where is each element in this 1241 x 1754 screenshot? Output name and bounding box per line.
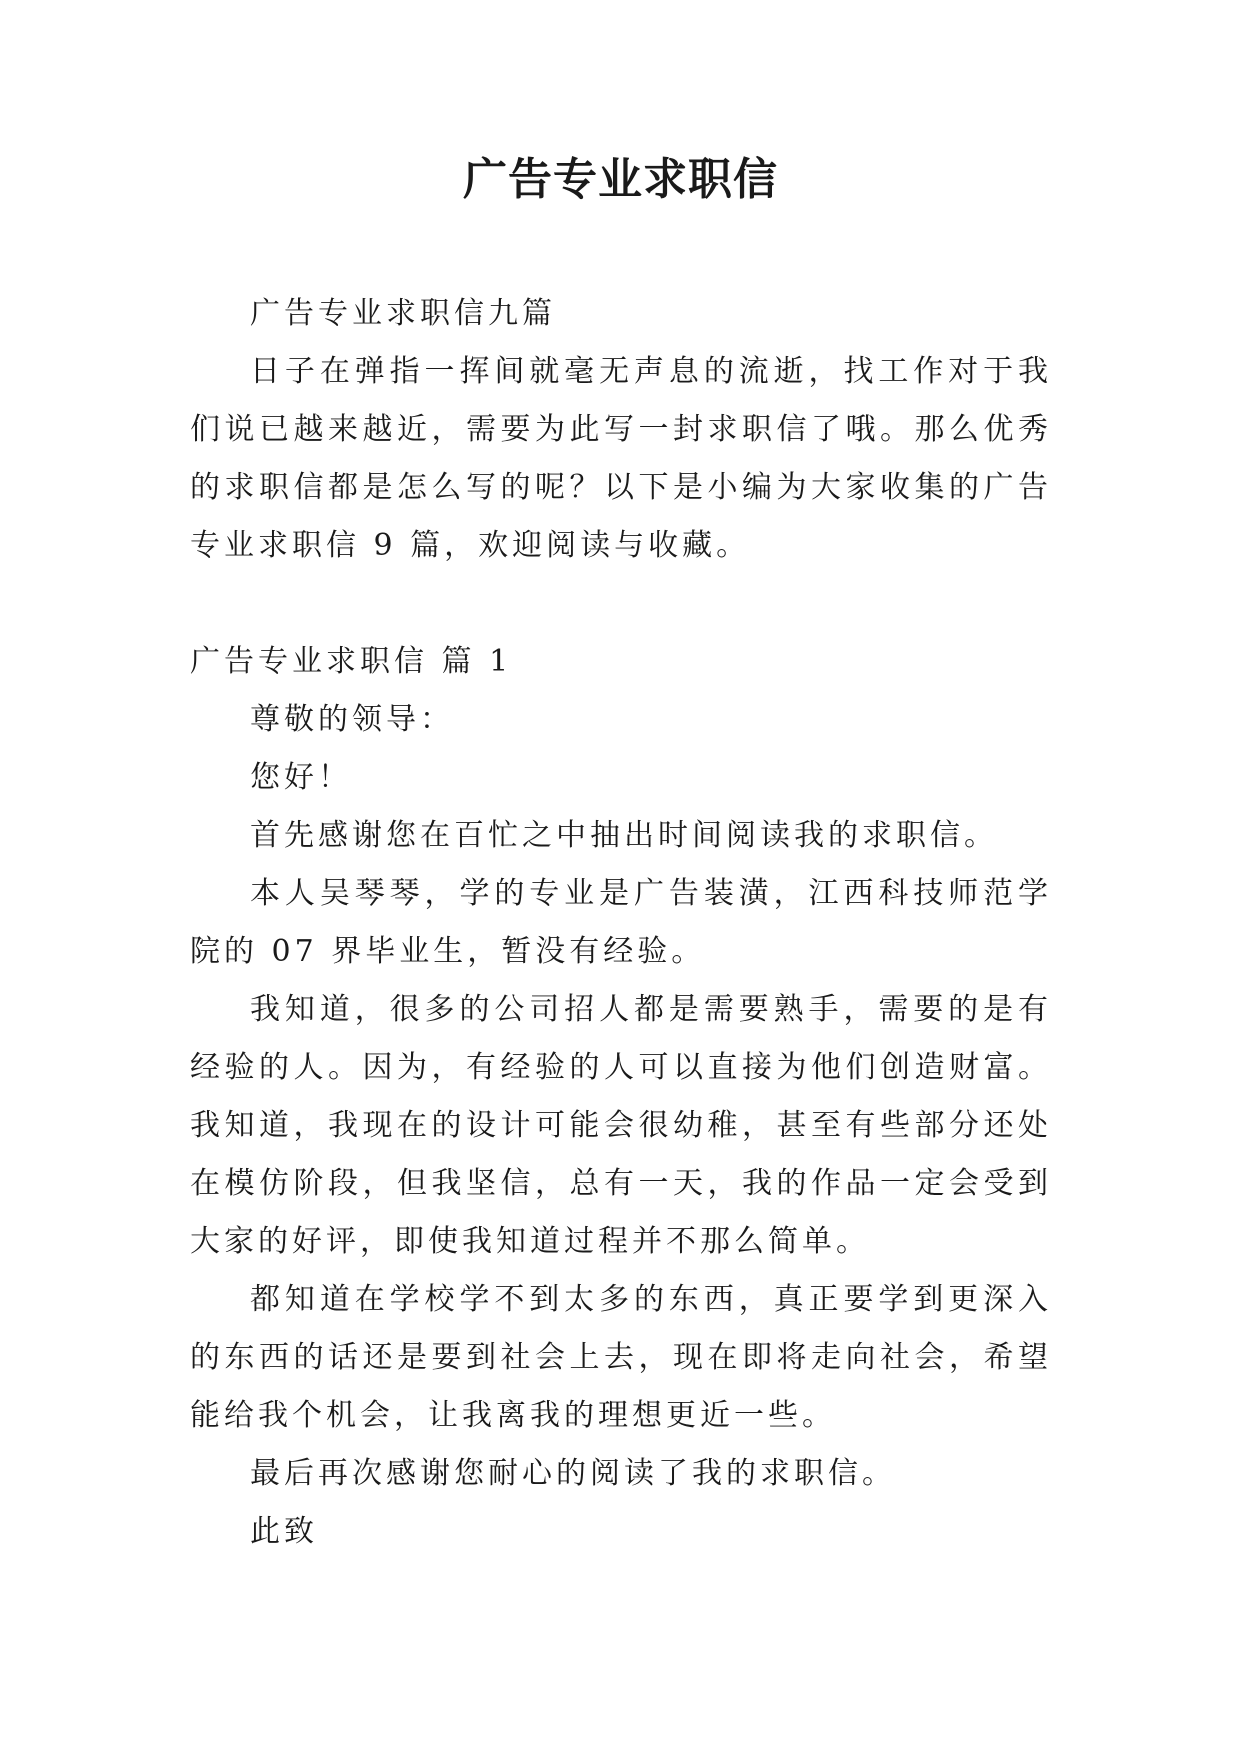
section-spacer [190,575,1052,633]
body-paragraph: 最后再次感谢您耐心的阅读了我的求职信。 [250,1456,896,1491]
document-title: 广告专业求职信 [463,154,778,205]
section-heading: 广告专业求职信 篇 1 [190,644,513,679]
intro-paragraph: 日子在弹指一挥间就毫无声息的流逝，找工作对于我们说已越来越近，需要为此写一封求职信了哦。那么优秀的求职信都是怎么写的呢？以下是小编为大家收集的广告专业求职信 9 篇，欢迎阅读与收藏。 [190,354,1052,563]
document-body [190,285,1052,1561]
body-paragraph: 都知道在学校学不到太多的东西，真正要学到更深入的东西的话还是要到社会上去，现在即将走向社会，希望能给我个机会，让我离我的理想更近一些。 [190,1282,1052,1433]
body-paragraph: 我知道，很多的公司招人都是需要熟手，需要的是有经验的人。因为，有经验的人可以直接为他们创造财富。我知道，我现在的设计可能会很幼稚，甚至有些部分还处在模仿阶段，但我坚信，总有一天，我的作品一定会受到大家的好评，即使我知道过程并不那么简单。 [190,992,1052,1259]
closing: 此致 [250,1514,318,1549]
salutation: 尊敬的领导： [250,702,454,737]
greeting: 您好！ [250,760,352,795]
body-paragraph: 首先感谢您在百忙之中抽出时间阅读我的求职信。 [250,818,998,853]
body-paragraph: 本人吴琴琴，学的专业是广告装潢，江西科技师范学院的 07 界毕业生，暂没有经验。 [190,876,1052,969]
document-subtitle: 广告专业求职信九篇 [250,296,556,331]
